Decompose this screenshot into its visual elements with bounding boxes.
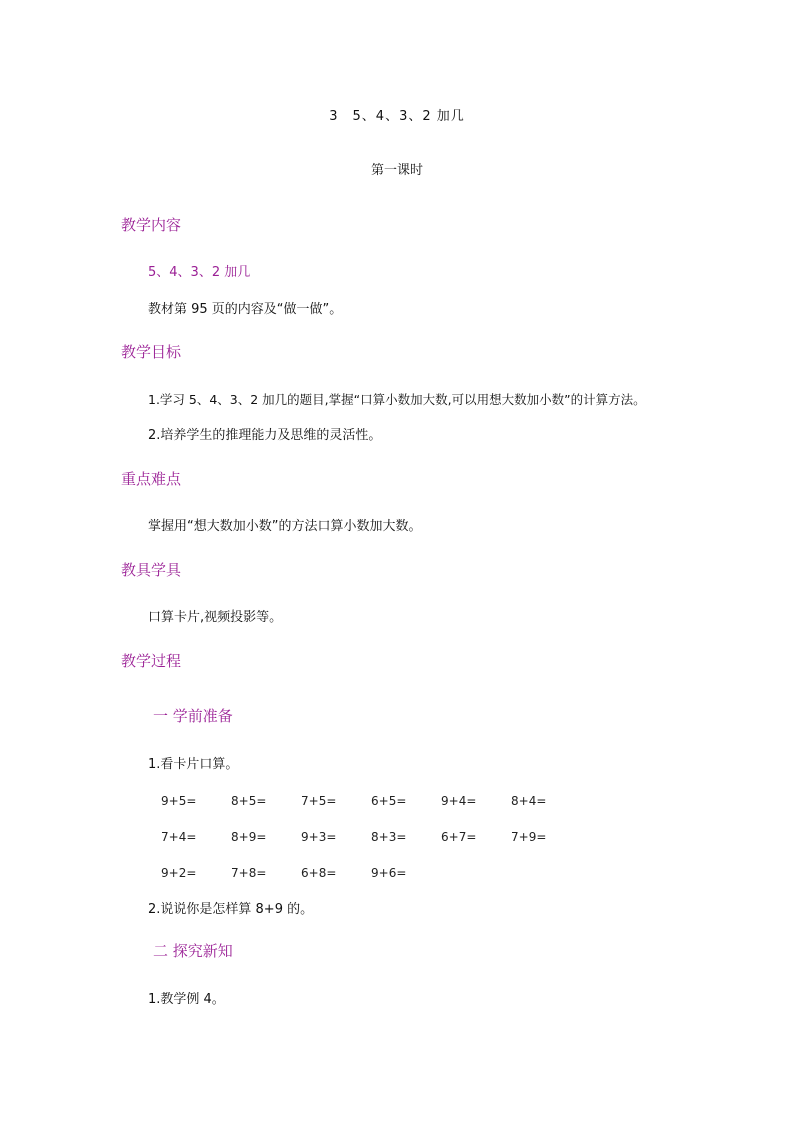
equation: 7+4= (161, 830, 197, 844)
part2-heading: 二 探究新知 (153, 942, 233, 960)
heading-teaching-content: 教学内容 (121, 216, 182, 234)
goal-item-1: 1.学习 5、4、3、2 加几的题目,掌握“口算小数加大数,可以用想大数加小数”的计算方法。 (148, 392, 646, 407)
equation: 9+3= (301, 830, 337, 844)
heading-teaching-process: 教学过程 (121, 652, 182, 670)
equation: 9+2= (161, 866, 197, 880)
goal-item-2: 2.培养学生的推理能力及思维的灵活性。 (148, 428, 382, 443)
document-title: 3 5、4、3、2 加几 (329, 109, 465, 124)
equation: 6+7= (441, 830, 477, 844)
part2-item-1: 1.教学例 4。 (148, 992, 225, 1007)
equation: 6+8= (301, 866, 337, 880)
equation: 7+5= (301, 794, 337, 808)
equation: 8+5= (231, 794, 267, 808)
content-text: 教材第 95 页的内容及“做一做”。 (148, 302, 343, 317)
heading-teaching-goals: 教学目标 (121, 343, 182, 361)
equation: 9+5= (161, 794, 197, 808)
equation: 7+9= (511, 830, 547, 844)
equation: 7+8= (231, 866, 267, 880)
teaching-tools-text: 口算卡片,视频投影等。 (148, 610, 283, 625)
equation: 6+5= (371, 794, 407, 808)
equation: 9+4= (441, 794, 477, 808)
equation: 8+9= (231, 830, 267, 844)
part1-heading: 一 学前准备 (153, 707, 233, 725)
equation: 8+3= (371, 830, 407, 844)
part1-item-1: 1.看卡片口算。 (148, 757, 239, 772)
equation: 9+6= (371, 866, 407, 880)
lesson-subtitle: 第一课时 (370, 163, 423, 178)
key-points-text: 掌握用“想大数加小数”的方法口算小数加大数。 (148, 519, 422, 534)
content-topic: 5、4、3、2 加几 (148, 265, 251, 280)
heading-key-points: 重点难点 (121, 470, 182, 488)
heading-teaching-tools: 教具学具 (121, 561, 182, 579)
equation: 8+4= (511, 794, 547, 808)
part1-item-2: 2.说说你是怎样算 8+9 的。 (148, 902, 314, 917)
